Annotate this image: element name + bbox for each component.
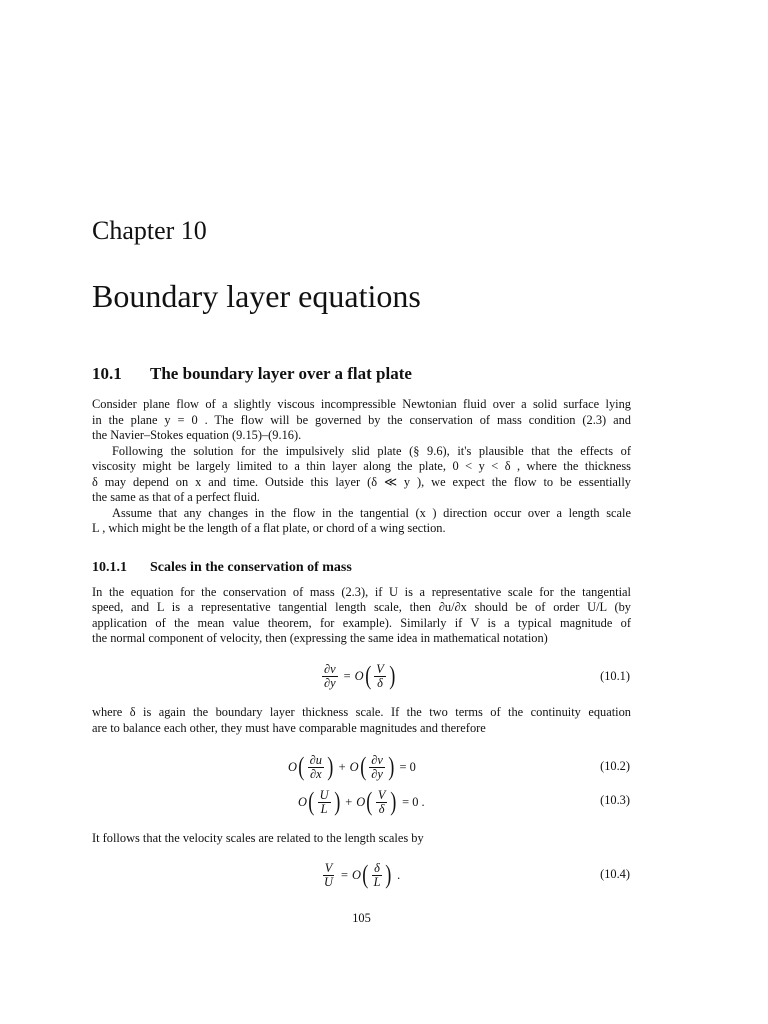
fraction: $\frac{\partial u}{\partial x}$ [309,752,322,781]
fraction: $\frac{V}{\delta}$ [377,787,386,816]
section-title: The boundary layer over a flat plate [150,364,412,383]
equation-number: (10.3) [600,793,630,807]
fraction: $\frac{V}{\delta}$ [376,661,384,690]
chapter-title: Boundary layer equations [92,278,421,314]
para2-line: the same as that of a perfect fluid. [92,490,260,504]
equation-10-3: O ( $\frac{U}{L}$ ) + O ( $\frac{V}{\delta}$ ) = 0 . [298,787,425,816]
para4-line: speed, and L is a representative tangential length scale, then ∂u/∂x should be of order U/L (by [92,600,631,614]
subsection-title: Scales in the conservation of mass [150,560,352,575]
para4-line: In the equation for the conservation of mass (2.3), if U is a representative scale for the tangential [92,585,631,599]
page-number: 105 [352,911,371,925]
para5-line: where δ is again the boundary layer thickness scale. If the two terms of the continuity equation [92,705,631,719]
fraction: $\frac{\partial v}{\partial y}$ [324,661,336,690]
para2-line: viscosity might be largely limited to a thin layer along the plate, 0 < y < δ , where the thickness [92,459,631,473]
fraction: $\frac{\delta}{L}$ [373,860,381,889]
para5-line: are to balance each other, they must have comparable magnitudes and therefore [92,721,486,735]
subsection-heading [92,558,352,578]
para3-line: Assume that any changes in the flow in the tangential (x ) direction occur over a length scale [112,506,631,520]
equation-10-2: O ( $\frac{\partial u}{\partial x}$ ) + O ( $\frac{\partial v}{\partial y}$ ) = 0 [288,752,416,781]
fraction: $\frac{V}{U}$ [324,860,333,889]
para1-line: Consider plane flow of a slightly viscous incompressible Newtonian fluid over a solid surface lying [92,397,631,411]
equation-10-1: $\frac{\partial v}{\partial y}$ = O ( $\frac{V}{\delta}$ ) [324,661,396,690]
equation-number: (10.2) [600,759,630,773]
para4-line: the normal component of velocity, then (expressing the same idea in mathematical notation) [92,631,548,645]
para2-line: Following the solution for the impulsively slid plate (§ 9.6), it's plausible that the effects of [112,444,631,458]
equation-10-4: $\frac{V}{U}$ = O ( $\frac{\delta}{L}$ ) . [324,860,401,889]
equation-number: (10.1) [600,669,630,683]
para2-line: δ may depend on x and time. Outside this layer (δ ≪ y ), we expect the flow to be essentially [92,475,631,489]
para1-line: the Navier–Stokes equation (9.15)–(9.16). [92,428,302,442]
fraction: $\frac{\partial v}{\partial y}$ [371,752,383,781]
chapter-label: Chapter 10 [92,216,207,245]
section-heading [92,363,412,385]
fraction: $\frac{U}{L}$ [319,787,329,816]
para3-line: L , which might be the length of a flat plate, or chord of a wing section. [92,521,446,535]
section-number: 10.1 [92,364,122,383]
para4-line: application of the mean value theorem, for example). Similarly if V is a typical magnitude of [92,616,631,630]
equation-number: (10.4) [600,867,630,881]
para1-line: in the plane y = 0 . The flow will be governed by the conservation of mass condition (2.3) and [92,413,631,427]
para6-line: It follows that the velocity scales are related to the length scales by [92,831,424,845]
subsection-number: 10.1.1 [92,560,127,575]
